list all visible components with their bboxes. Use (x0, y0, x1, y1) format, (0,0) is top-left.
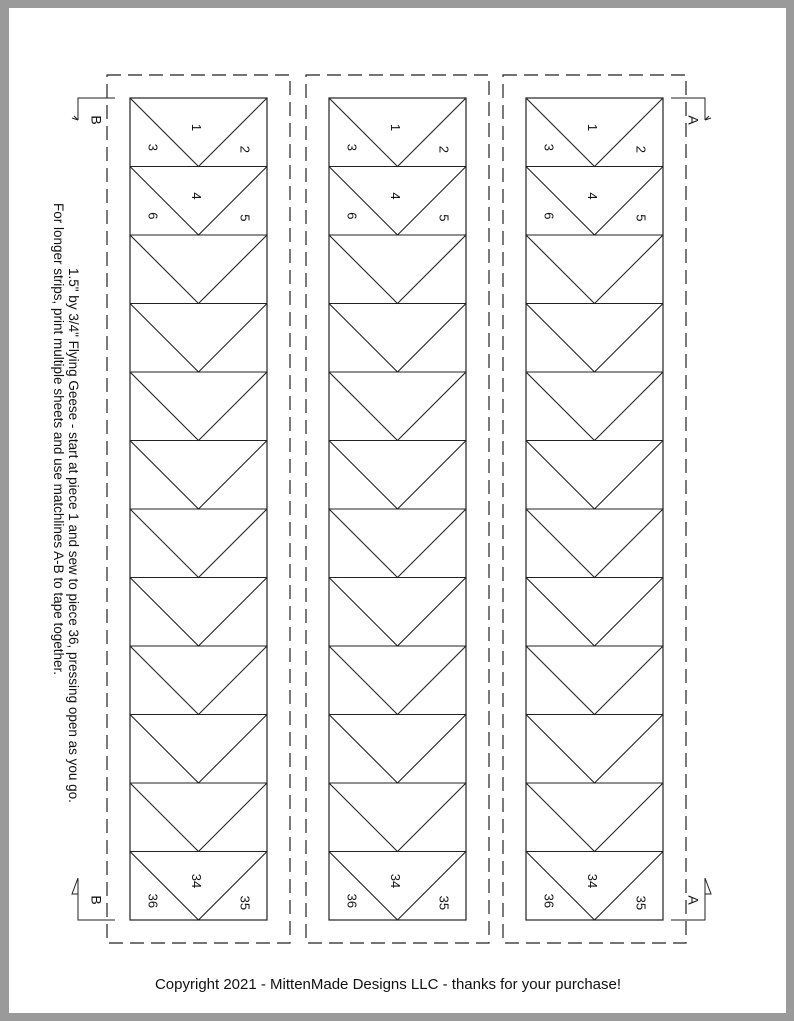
piece-number: 34 (388, 873, 404, 889)
piece-number: 5 (237, 214, 253, 222)
piece-number: 3 (344, 143, 360, 151)
piece-number: 5 (633, 214, 649, 222)
piece-number: 1 (189, 123, 205, 132)
piece-number: 34 (189, 873, 205, 889)
piece-number: 1 (585, 123, 601, 132)
piece-number: 4 (585, 192, 601, 200)
piece-number: 2 (436, 145, 452, 153)
piece-number: 35 (633, 895, 649, 911)
piece-number: 3 (541, 143, 557, 151)
piece-number: 2 (633, 145, 649, 153)
matchline-B-arrowhead (72, 878, 78, 894)
piece-number: 6 (344, 212, 360, 220)
matchline-A-arrowhead (705, 116, 711, 120)
instructions-line-1: 1.5" by 3/4" Flying Geese - start at piece 1 and sew to piece 36, pressing open as you go. (66, 268, 81, 803)
piece-number: 3 (145, 143, 161, 151)
piece-number: 2 (237, 145, 253, 153)
piece-number: 6 (541, 212, 557, 220)
piece-number: 36 (344, 893, 360, 909)
piece-number: 6 (145, 212, 161, 220)
copyright-footer: Copyright 2021 - MittenMade Designs LLC - thanks for your purchase! (154, 976, 622, 993)
piece-number: 1 (388, 123, 404, 132)
matchline-A-arrowhead (705, 878, 711, 894)
instructions-line-2: For longer strips, print multiple sheets and use matchlines A-B to tape together. (51, 203, 66, 675)
matchline-A-label: A (685, 895, 702, 905)
matchline-A-label: A (685, 115, 702, 125)
piece-number: 36 (145, 893, 161, 909)
piece-number: 4 (388, 192, 404, 200)
matchline-B-label: B (88, 895, 105, 905)
piece-number: 35 (237, 895, 253, 911)
matchline-B-label: B (88, 115, 105, 125)
matchline-B-arrowhead (72, 116, 78, 120)
piece-number: 35 (436, 895, 452, 911)
piece-number: 5 (436, 214, 452, 222)
piece-number: 34 (585, 873, 601, 889)
piece-number: 36 (541, 893, 557, 909)
piece-number: 4 (189, 192, 205, 200)
